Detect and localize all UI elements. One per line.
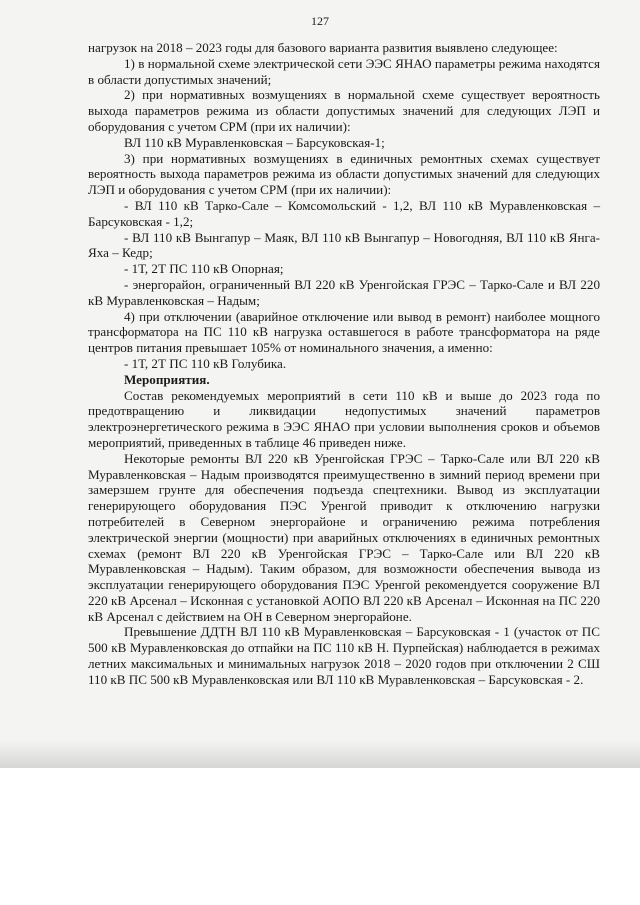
list-item-4-dash-1: - 1Т, 2Т ПС 110 кВ Голубика. [124,355,287,371]
list-item-2-line: ВЛ 110 кВ Муравленковская – Барсуковская-1; [124,134,385,150]
page-body [88,40,600,688]
list-item-1: 1) в нормальной схеме электрической сети ЭЭС ЯНАО параметры режима находятся в области допустимых значений; [88,55,600,87]
paragraph-measures: Состав рекомендуемых мероприятий в сети 110 кВ и выше до 2023 года по предотвращению и ликвидации недопустимых значений параметров электроэнергетического режима в ЭЭС ЯНАО при условии выполнения сроков и объемов мероприятий, приведенных в таблице 46 приведен ниже. [88,387,600,450]
page-number: 127 [311,14,329,28]
list-item-3-dash-2: - ВЛ 110 кВ Вынгапур – Маяк, ВЛ 110 кВ Вынгапур – Новогодняя, ВЛ 110 кВ Янга-Яха – Кедр; [88,229,600,261]
list-item-4: 4) при отключении (аварийное отключение или вывод в ремонт) наиболее мощного трансформатора на ПС 110 кВ нагрузка оставшегося в работе трансформатора на ряде центров питания превышает 105% от номинального значения, а именно: [88,308,600,356]
paragraph-overload: Превышение ДДТН ВЛ 110 кВ Муравленковская – Барсуковская - 1 (участок от ПС 500 кВ Муравленковская до отпайки на ПС 110 кВ Н. Пурпейская) наблюдается в режимах летних максимальных и минимальных нагрузок 2018 – 2020 годов при отключении 2 СШ 110 кВ ПС 500 кВ Муравленковская или ВЛ 110 кВ Муравленковская – Барсуковская - 2. [88,624,600,687]
list-item-3: 3) при нормативных возмущениях в единичных ремонтных схемах существует вероятность выхода параметров режима из области допустимых значений для следующих ЛЭП и оборудования с учетом СРМ (при их наличии): [88,150,600,198]
list-item-2: 2) при нормативных возмущениях в нормальной схеме существует вероятность выхода параметров режима из области допустимых значений для следующих ЛЭП и оборудования с учетом СРМ (при их наличии): [88,87,600,134]
list-item-3-dash-4: - энергорайон, ограниченный ВЛ 220 кВ Уренгойская ГРЭС – Тарко-Сале и ВЛ 220 кВ Муравленковская – Надым; [88,276,600,308]
list-item-3-dash-1: - ВЛ 110 кВ Тарко-Сале – Комсомольский - 1,2, ВЛ 110 кВ Муравленковская – Барсуковская - 1,2; [88,197,600,229]
section-heading: Мероприятия. [124,371,210,387]
list-item-3-dash-3: - 1Т, 2Т ПС 110 кВ Опорная; [124,261,284,277]
paragraph-repairs: Некоторые ремонты ВЛ 220 кВ Уренгойская ГРЭС – Тарко-Сале или ВЛ 220 кВ Муравленковская – Надым производятся преимущественно в зимний период времени при замерзшем грунте для обеспечения подъезда спецтехники. Вывод из эксплуатации генерирующего оборудования ПЭС Уренгой приводит к отключению нагрузки потребителей в Северном энергорайоне и ограничению режима потребления электрической энергии (мощности) при аварийных отключениях в единичных ремонтных схемах (ремонт ВЛ 220 кВ Уренгойская ГРЭС – Тарко-Сале или ВЛ 220 кВ Муравленковская – Надым). Таким образом, для возможности обеспечения вывода из эксплуатации генерирующего оборудования ПЭС Уренгой рекомендуется сооружение ВЛ 220 кВ Арсенал – Исконная с установкой АОПО ВЛ 220 кВ Арсенал – Исконная на ПС 220 кВ Арсенал с действием на ОН в Северном энергорайоне. [88,450,600,624]
paragraph-intro: нагрузок на 2018 – 2023 годы для базового варианта развития выявлено следующее: [88,40,558,55]
